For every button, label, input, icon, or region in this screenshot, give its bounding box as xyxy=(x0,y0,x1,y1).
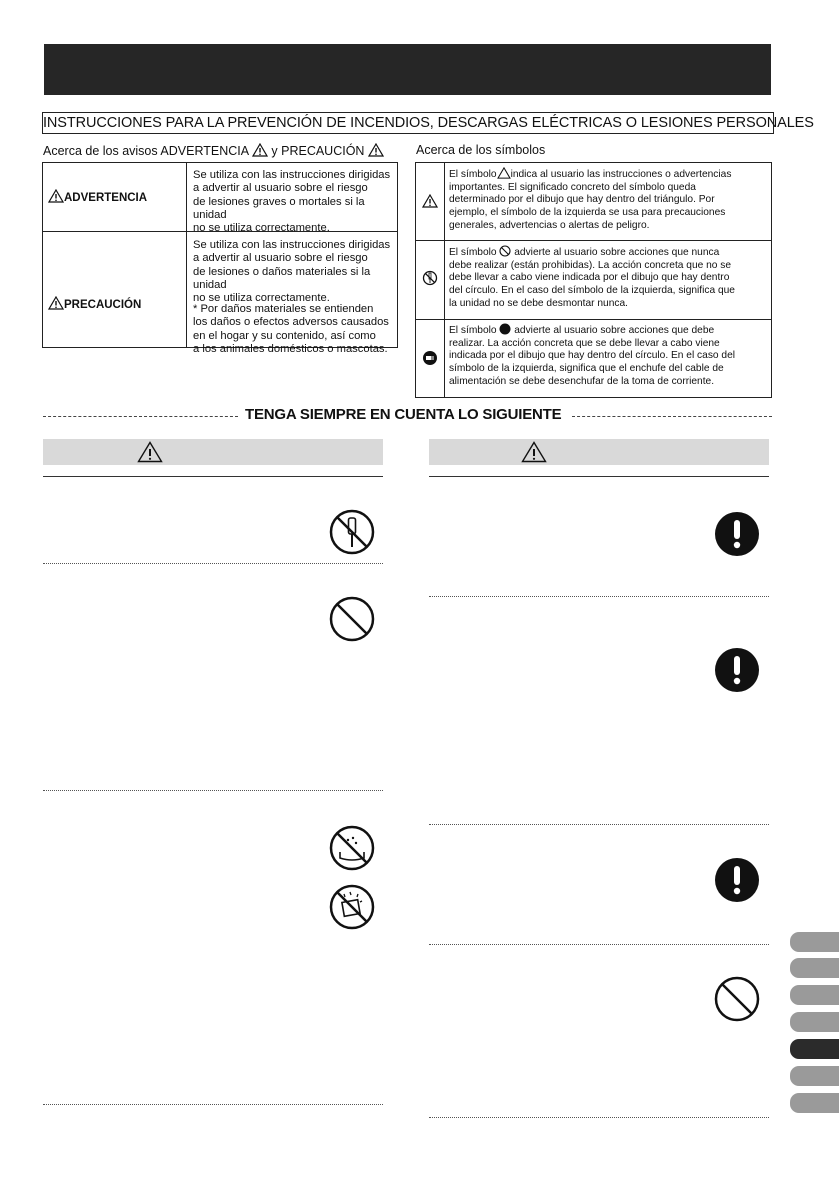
language-tab[interactable] xyxy=(790,1066,839,1086)
divider xyxy=(43,1104,383,1105)
notices-heading xyxy=(43,143,384,158)
divider xyxy=(43,790,383,791)
divider xyxy=(429,1117,769,1118)
divider xyxy=(572,416,772,417)
no-disassemble-icon xyxy=(328,508,376,556)
divider xyxy=(43,416,238,417)
caution-note: * Por daños materiales se entienden los daños o efectos adversos causados en el hogar y su contenido, así como a los animales domésticos o mascotas. xyxy=(193,303,389,355)
no-wet-location-icon xyxy=(328,883,376,931)
warning-triangle-icon xyxy=(252,143,268,157)
language-tab[interactable] xyxy=(790,1093,839,1113)
required-symbol-text: El símbolo advierte al usuario sobre acciones que debe realizar. La acción concreta que se debe llevar a cabo viene indicada por el dibujo que hay dentro del círculo. En el caso del símbolo de la izquierda, significa que el enchufe del cable de alimentación se debe desenchufar de la toma de corriente. xyxy=(449,325,736,387)
main-heading: INSTRUCCIONES PARA LA PREVENCIÓN DE INCENDIOS, DESCARGAS ELÉCTRICAS O LESIONES PERSONALES xyxy=(42,112,774,134)
notices-heading-middle: y PRECAUCIÓN xyxy=(271,144,365,158)
mandatory-action-icon xyxy=(714,857,760,903)
divider xyxy=(43,476,383,477)
warning-section-bar xyxy=(43,439,383,465)
notices-heading-prefix: Acerca de los avisos ADVERTENCIA xyxy=(43,144,249,158)
warning-triangle-icon xyxy=(422,194,438,208)
language-tab[interactable] xyxy=(790,932,839,952)
warning-triangle-icon xyxy=(368,143,384,157)
divider xyxy=(429,824,769,825)
unplug-icon xyxy=(422,350,438,366)
divider xyxy=(429,596,769,597)
triangle-symbol-text: El símbolo indica al usuario las instrucciones o advertencias importantes. El significado concreto del símbolo queda determinado por el dibujo que hay dentro del triángulo. Por ejemplo, el símbolo de la izquierda se usa para precauciones generales, advertencias o alertas de peligro. xyxy=(449,169,732,231)
language-tab-active[interactable] xyxy=(790,1039,839,1059)
divider xyxy=(429,476,769,477)
divider xyxy=(429,944,769,945)
caution-description: Se utiliza con las instrucciones dirigidas a advertir al usuario sobre el riesgo de lesiones o daños materiales si la unidad no se utiliza correctamente. xyxy=(193,239,391,305)
prohibited-symbol-text: El símbolo advierte al usuario sobre acciones que nunca debe realizar (están prohibidas). La acción concreta que no se debe llevar a cabo viene indicada por el dibujo que hay dentro del círculo. En el caso del símbolo de la izquierda, significa que la unidad no se debe desmontar nunca. xyxy=(449,247,735,309)
language-tab[interactable] xyxy=(790,1012,839,1032)
warning-label: ADVERTENCIA xyxy=(48,189,147,204)
divider xyxy=(43,563,383,564)
language-tab[interactable] xyxy=(790,985,839,1005)
symbols-heading: Acerca de los símbolos xyxy=(416,143,546,157)
language-tab[interactable] xyxy=(790,958,839,978)
prohibited-icon xyxy=(328,595,376,643)
no-disassemble-icon xyxy=(422,270,438,286)
title-bar xyxy=(44,44,771,95)
warning-triangle-icon xyxy=(521,441,547,463)
warning-description: Se utiliza con las instrucciones dirigidas a advertir al usuario sobre el riesgo de lesiones graves o mortales si la unidad no se utiliza correctamente. xyxy=(193,169,391,235)
warning-triangle-icon xyxy=(48,189,64,203)
warning-triangle-icon xyxy=(137,441,163,463)
prohibited-icon xyxy=(499,245,511,257)
caution-section-bar xyxy=(429,439,769,465)
mandatory-action-icon xyxy=(714,511,760,557)
symbols-table xyxy=(415,162,772,398)
caution-label: PRECAUCIÓN xyxy=(48,296,141,311)
reminder-heading: TENGA SIEMPRE EN CUENTA LO SIGUIENTE xyxy=(245,406,562,423)
filled-circle-icon xyxy=(499,323,511,335)
warning-triangle-icon xyxy=(48,296,64,310)
no-water-splash-icon xyxy=(328,824,376,872)
prohibited-icon xyxy=(713,975,761,1023)
triangle-outline-icon xyxy=(497,167,511,179)
notices-table xyxy=(42,162,398,355)
mandatory-action-icon xyxy=(714,647,760,693)
